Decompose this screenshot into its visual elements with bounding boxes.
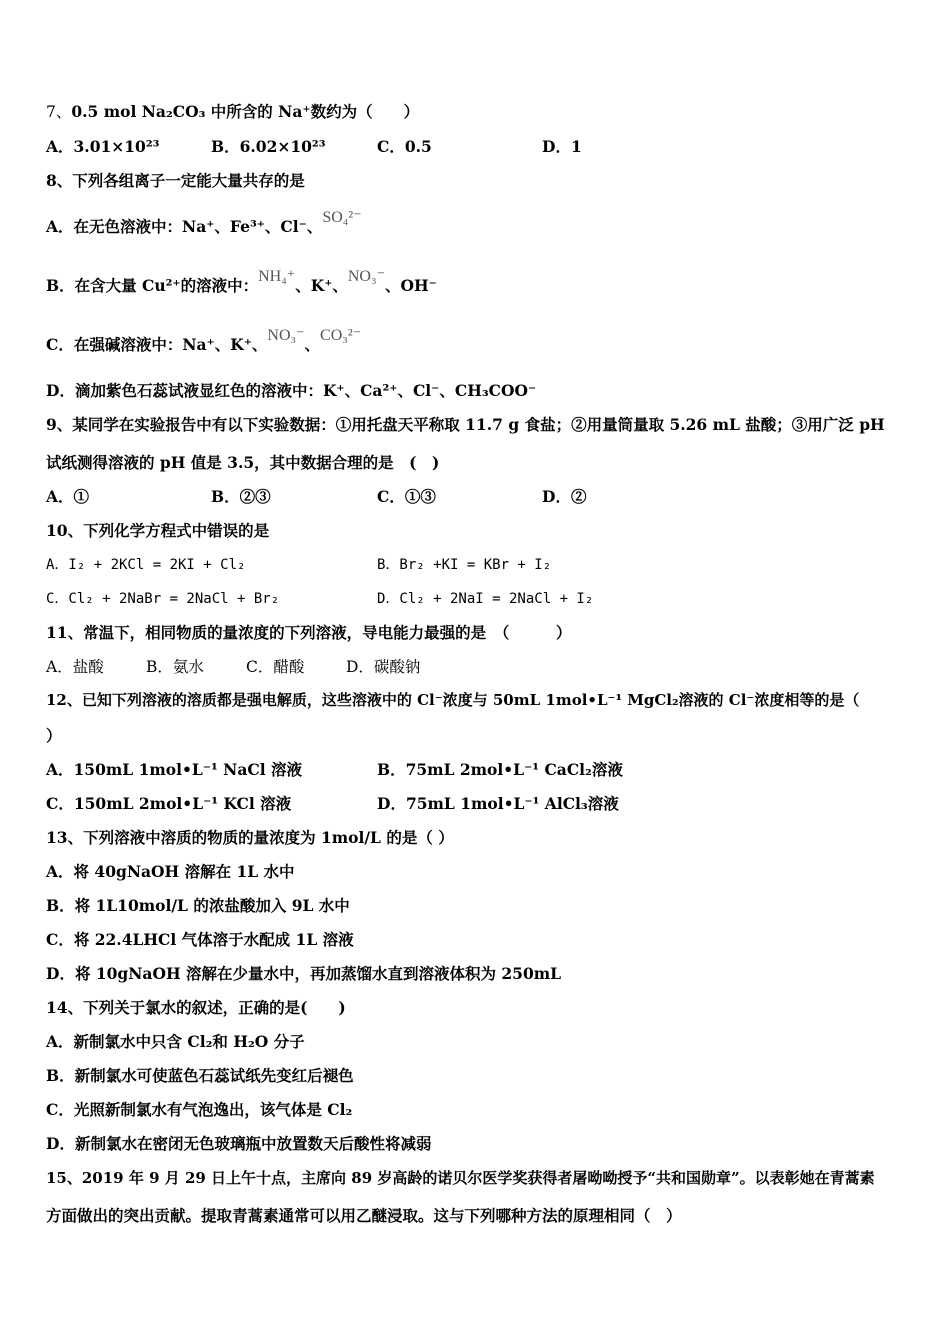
q8-stem: 8、下列各组离子一定能大量共存的是: [46, 171, 305, 190]
q8-option-c-ion1: NO₃⁻: [267, 327, 305, 344]
q7-stem: [46, 102, 419, 122]
q11-option-b: B．氨水: [146, 658, 204, 676]
q13-option-b: B．将 1L10mol/L 的浓盐酸加入 9L 水中: [46, 896, 350, 915]
q14-option-a: A．新制氯水中只含 Cl₂和 H₂O 分子: [46, 1032, 305, 1051]
q9-option-c: C．①③: [377, 487, 436, 506]
q12-option-a: A．150mL 1mol•L⁻¹ NaCl 溶液: [46, 760, 302, 779]
q9-stem-line1: 9、某同学在实验报告中有以下实验数据：①用托盘天平称取 11.7 g 食盐；②用量筒量取 5.26 mL 盐酸；③用广泛 pH: [46, 415, 885, 434]
q13-option-c: C．将 22.4LHCl 气体溶于水配成 1L 溶液: [46, 930, 354, 949]
q8-option-c-ion2: CO₃²⁻: [320, 327, 362, 344]
q7-stem-text: 0.5 mol Na₂CO₃ 中所含的 Na⁺数约为（ ）: [71, 102, 420, 121]
q10-options-row1: [46, 555, 926, 575]
q8-option-d: D．滴加紫色石蕊试液显红色的溶液中：K⁺、Ca²⁺、Cl⁻、CH₃COO⁻: [46, 381, 537, 400]
q7-options: [46, 137, 926, 157]
q7-option-c: C．0.5: [377, 137, 432, 156]
q14-option-b: B．新制氯水可使蓝色石蕊试纸先变红后褪色: [46, 1066, 354, 1085]
q10-options-row2: [46, 589, 926, 609]
q12-option-b: B．75mL 2mol•L⁻¹ CaCl₂溶液: [377, 760, 623, 779]
q11-option-c: C．醋酸: [246, 658, 305, 676]
q8-option-c: [46, 327, 362, 356]
q9-option-b: B．②③: [211, 487, 271, 506]
q11-stem: 11、常温下，相同物质的量浓度的下列溶液，导电能力最强的是 （ ）: [46, 623, 572, 642]
q8-option-c-text: C．在强碱溶液中：Na⁺、K⁺、: [46, 335, 268, 354]
q11-option-d: D．碳酸钠: [346, 658, 421, 676]
q8-option-c-mid: 、: [304, 335, 321, 354]
q14-option-d: D．新制氯水在密闭无色玻璃瓶中放置数天后酸性将减弱: [46, 1134, 432, 1153]
q12-option-d: D．75mL 1mol•L⁻¹ AlCl₃溶液: [377, 794, 619, 813]
q12-stem-line1: 12、已知下列溶液的溶质都是强电解质，这些溶液中的 Cl⁻浓度与 50mL 1mol•L⁻¹ MgCl₂溶液的 Cl⁻浓度相等的是（: [46, 691, 860, 709]
q10-stem: 10、下列化学方程式中错误的是: [46, 521, 270, 540]
q8-option-b-ion1: NH₄⁺: [258, 268, 296, 285]
q8-option-b: [46, 268, 437, 297]
q8-option-b-text: B．在含大量 Cu²⁺的溶液中：: [46, 276, 259, 295]
q7-option-a: A．3.01×10²³: [46, 137, 160, 156]
q9-stem-line2: 试纸测得溶液的 pH 值是 3.5，其中数据合理的是 ( ): [46, 453, 440, 472]
q12-option-c: C．150mL 2mol•L⁻¹ KCl 溶液: [46, 794, 292, 813]
q7-option-b: B．6.02×10²³: [211, 137, 326, 156]
q12-stem-line2: ）: [46, 726, 62, 745]
q11-option-a: A．盐酸: [46, 658, 104, 676]
q8-option-b-mid: 、K⁺、: [295, 276, 348, 295]
q7-number: 7、: [46, 103, 72, 121]
q8-option-a-text: A．在无色溶液中：Na⁺、Fe³⁺、Cl⁻、: [46, 217, 323, 236]
q10-option-d: D．Cl₂ + 2NaI = 2NaCl + I₂: [377, 591, 594, 607]
q8-option-a-ion: SO₄²⁻: [322, 209, 362, 226]
q13-option-a: A．将 40gNaOH 溶解在 1L 水中: [46, 862, 295, 881]
q8-option-b-end: 、OH⁻: [385, 276, 437, 295]
q9-option-d: D．②: [542, 487, 587, 506]
q10-option-a: A．I₂ + 2KCl = 2KI + Cl₂: [46, 557, 246, 573]
q15-stem-line1: 15、2019 年 9 月 29 日上午十点，主席向 89 岁高龄的诺贝尔医学奖获得者屠呦呦授予“共和国勋章”。以表彰她在青蒿素: [46, 1169, 875, 1187]
q8-option-a: [46, 209, 362, 238]
q14-stem: 14、下列关于氯水的叙述，正确的是( ): [46, 998, 346, 1017]
q14-option-c: C．光照新制氯水有气泡逸出，该气体是 Cl₂: [46, 1100, 353, 1119]
q7-option-d: D．1: [542, 137, 582, 156]
q15-stem-line2: 方面做出的突出贡献。提取青蒿素通常可以用乙醚浸取。这与下列哪种方法的原理相同（ ）: [46, 1206, 682, 1225]
q10-option-c: C．Cl₂ + 2NaBr = 2NaCl + Br₂: [46, 591, 280, 607]
q13-stem: 13、下列溶液中溶质的物质的量浓度为 1mol/L 的是（ ）: [46, 828, 454, 847]
q9-option-a: A．①: [46, 487, 90, 506]
q8-option-b-ion2: NO₃⁻: [347, 268, 386, 285]
q13-option-d: D．将 10gNaOH 溶解在少量水中，再加蒸馏水直到溶液体积为 250mL: [46, 964, 562, 983]
q9-options: [46, 487, 926, 507]
q12-options-row1: [46, 760, 926, 780]
q10-option-b: B．Br₂ +KI = KBr + I₂: [377, 557, 552, 573]
q12-options-row2: [46, 794, 926, 814]
q11-options: [46, 657, 926, 677]
